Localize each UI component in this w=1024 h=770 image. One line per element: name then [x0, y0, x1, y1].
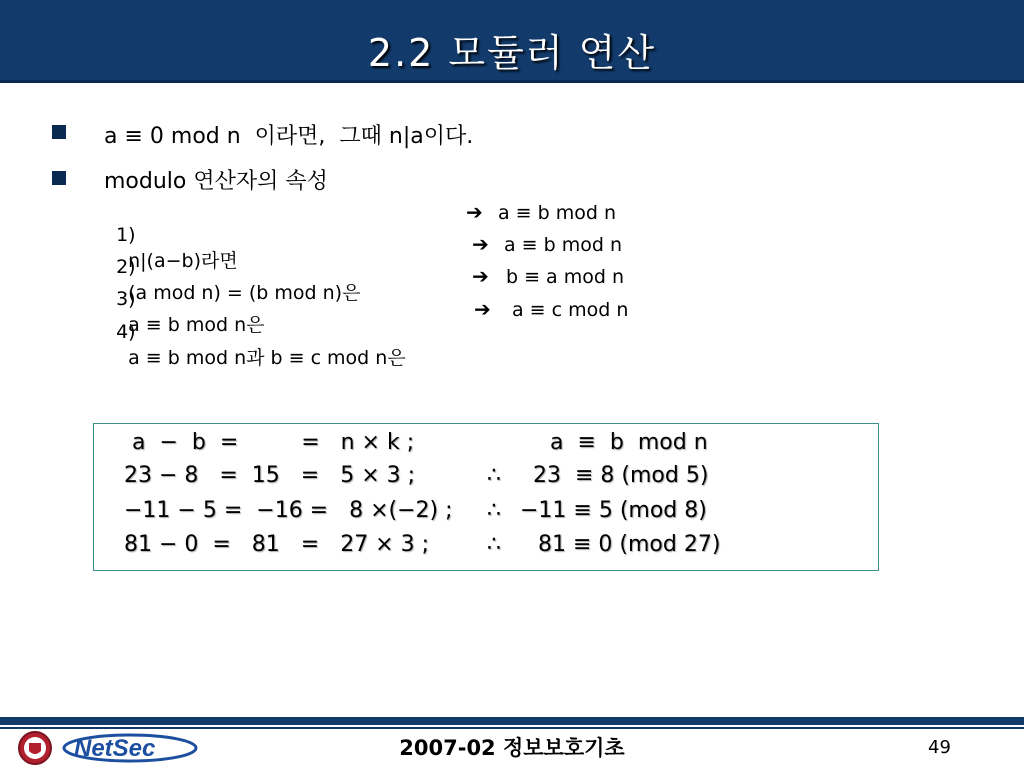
example-row-3-left: 81 − 0 = 81 = 27 × 3 ;	[124, 532, 430, 557]
example-row-3-right: 81 ≡ 0 (mod 27)	[538, 532, 721, 557]
bullet-1-text: a ≡ 0 mod n 이라면, 그때 n|a이다.	[104, 124, 474, 149]
square-bullet-icon	[52, 125, 66, 139]
example-row-2-right: −11 ≡ 5 (mod 8)	[520, 498, 707, 523]
netsec-logo-text: NetSec	[74, 735, 156, 762]
example-row-1-right: 23 ≡ 8 (mod 5)	[533, 463, 709, 488]
property-lhs: (a mod n) = (b mod n)은	[128, 282, 361, 304]
property-rhs: a ≡ b mod n	[504, 234, 623, 256]
therefore-symbol: ∴	[487, 463, 501, 488]
example-row-2-left: −11 − 5 = −16 = 8 ×(−2) ;	[124, 498, 453, 523]
example-header-right: a ≡ b mod n	[550, 430, 708, 455]
example-header-left: a − b = = n × k ;	[132, 430, 415, 455]
property-rhs: b ≡ a mod n	[506, 266, 625, 288]
property-number: 4)	[116, 321, 136, 343]
property-number: 2)	[116, 256, 136, 278]
footer-text: 2007-02 정보보호기초	[399, 736, 625, 760]
property-lhs: a ≡ b mod n과 b ≡ c mod n은	[128, 347, 406, 369]
example-row-1-left: 23 − 8 = 15 = 5 × 3 ;	[124, 463, 416, 488]
therefore-symbol: ∴	[487, 532, 501, 557]
property-lhs: a ≡ b mod n은	[128, 314, 265, 336]
property-rhs: a ≡ c mod n	[512, 299, 629, 321]
right-arrow-icon: ➔	[474, 297, 491, 321]
right-arrow-icon: ➔	[472, 232, 489, 256]
square-bullet-icon	[52, 171, 66, 185]
page-number: 49	[928, 737, 951, 758]
property-number: 3)	[116, 288, 136, 310]
property-4	[104, 299, 406, 370]
property-rhs: a ≡ b mod n	[498, 202, 617, 224]
property-lhs: n|(a−b)라면	[128, 250, 238, 272]
property-number: 1)	[116, 224, 136, 246]
footer-rule-thin	[0, 727, 1024, 729]
therefore-symbol: ∴	[487, 498, 501, 523]
footer-rule	[0, 717, 1024, 725]
slide-title: 2.2 모듈러 연산	[367, 31, 657, 75]
bullet-2-text: modulo 연산자의 속성	[104, 169, 328, 194]
right-arrow-icon: ➔	[466, 200, 483, 224]
right-arrow-icon: ➔	[472, 264, 489, 288]
